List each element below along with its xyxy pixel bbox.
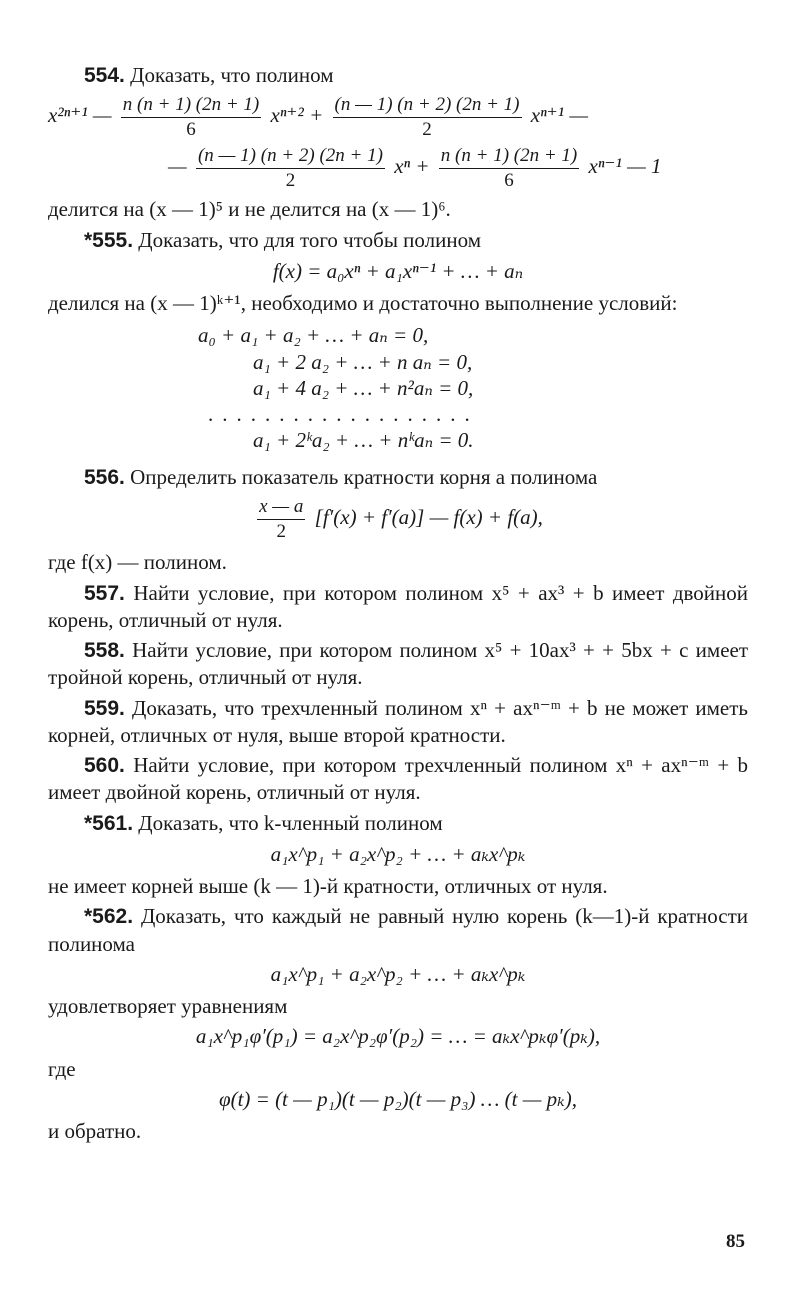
fraction-numerator: (n — 1) (n + 2) (2n + 1) xyxy=(196,144,385,169)
fraction-denominator: 2 xyxy=(276,520,286,542)
fraction xyxy=(121,93,261,142)
problem-556 xyxy=(48,464,748,491)
problem-number: 554. xyxy=(84,64,125,87)
formula-text: a₁x^p₁φ′(p₁) = a₂x^p₂φ′(p₂) = … = aₖx^pₖφ′(pₖ), xyxy=(195,1024,601,1049)
fraction xyxy=(196,144,385,193)
formula-text: a₁x^p₁ + a₂x^p₂ + … + aₖx^pₖ xyxy=(270,961,526,986)
fraction-denominator: 6 xyxy=(186,119,196,140)
problem-text: Найти условие, при котором полином x⁵ + 10ax³ + + 5bx + c имеет тройной корень, отличный от нуля. xyxy=(48,638,749,690)
formula-562 xyxy=(48,961,748,987)
problem-number: 559. xyxy=(84,696,125,720)
fraction-denominator: 6 xyxy=(504,169,514,191)
problem-558 xyxy=(48,637,748,691)
formula-text: f(x) = a₀xⁿ + a₁xⁿ⁻¹ + … + aₙ xyxy=(272,258,524,283)
formula-text: a₁x^p₁ + a₂x^p₂ + … + aₖx^pₖ xyxy=(270,841,526,866)
problem-text: Доказать, что каждый не равный нулю корень (k—1)-й кратности полинома xyxy=(48,904,749,956)
problem-text: Найти условие, при котором трехчленный полином xⁿ + axⁿ⁻ᵐ + b имеет двойной корень, отличный от нуля. xyxy=(48,753,748,805)
fraction xyxy=(257,495,305,544)
fraction-denominator: 2 xyxy=(285,169,296,191)
formula-554-line2 xyxy=(168,144,748,193)
problem-text: Доказать, что полином xyxy=(130,63,334,87)
problem-562-mid: удовлетворяет уравнениям xyxy=(48,994,288,1018)
problem-562-end: и обратно. xyxy=(48,1119,142,1143)
page-content xyxy=(48,62,748,1148)
problem-559 xyxy=(48,695,748,749)
problem-557 xyxy=(48,580,748,634)
condition-4: a₁ + 2ᵏa₂ + … + nᵏaₙ = 0. xyxy=(253,428,474,453)
fraction xyxy=(439,144,579,193)
problem-562-where: где xyxy=(48,1056,76,1081)
formula-term: xⁿ⁺¹ — xyxy=(530,103,588,128)
condition-3: a₁ + 4 a₂ + … + n²aₙ = 0, xyxy=(253,375,474,400)
formula-text: [f′(x) + f′(a)] — f(x) + f(a), xyxy=(314,504,543,529)
fraction-numerator: x — a xyxy=(257,495,305,520)
conditions-system xyxy=(198,322,748,453)
condition-1: a₀ + a₁ + a₂ + … + aₙ = 0, xyxy=(198,323,429,348)
formula-term: — xyxy=(168,153,187,178)
ellipsis-row: ................... xyxy=(208,402,479,426)
problem-number: 558. xyxy=(84,639,125,662)
problem-text: Доказать, что трехчленный полином xⁿ + axⁿ⁻ᵐ + b не может иметь корней, отличных от нуля, выше второй кратности. xyxy=(48,695,748,747)
problem-555 xyxy=(48,227,748,254)
formula-term: xⁿ⁺² + xyxy=(270,103,324,128)
formula-556 xyxy=(48,495,748,544)
formula-term: xⁿ⁻¹ — 1 xyxy=(588,153,662,178)
fraction xyxy=(333,93,522,142)
condition-2: a₁ + 2 a₂ + … + n aₙ = 0, xyxy=(253,349,473,374)
formula-554-line1 xyxy=(48,93,748,142)
formula-562-phi xyxy=(48,1086,748,1112)
problem-560 xyxy=(48,752,748,806)
problem-562 xyxy=(48,903,748,957)
problem-number: *555. xyxy=(84,228,134,252)
problem-555-conditions-intro: делился на (x — 1)ᵏ⁺¹, необходимо и достаточно выполнение условий: xyxy=(48,291,678,315)
formula-562-equations xyxy=(48,1023,748,1049)
problem-number: 557. xyxy=(84,581,125,605)
fraction-numerator: (n — 1) (n + 2) (2n + 1) xyxy=(333,93,522,118)
problem-text: Найти условие, при котором полином x⁵ + ax³ + b имеет двойной корень, отличный от нуля. xyxy=(48,580,748,632)
formula-term: x²ⁿ⁺¹ — xyxy=(48,103,112,128)
problem-number: *561. xyxy=(84,811,134,835)
problem-556-note: где f(x) — полином. xyxy=(48,550,227,575)
fraction-denominator: 2 xyxy=(422,119,432,140)
problem-561-conclusion: не имеет корней выше (k — 1)-й кратности, отличных от нуля. xyxy=(48,874,608,898)
page-number: 85 xyxy=(726,1231,745,1252)
problem-number: *562. xyxy=(84,905,134,929)
formula-text: φ(t) = (t — p₁)(t — p₂)(t — p₃) … (t — pₖ), xyxy=(218,1086,578,1111)
formula-term: xⁿ + xyxy=(394,153,430,178)
problem-number: 556. xyxy=(84,465,125,489)
fraction-numerator: n (n + 1) (2n + 1) xyxy=(439,144,579,169)
problem-554-conclusion: делится на (x — 1)⁵ и не делится на (x — 1)⁶. xyxy=(48,197,451,222)
problem-561 xyxy=(48,810,748,837)
problem-number: 560. xyxy=(84,754,125,777)
formula-561 xyxy=(48,841,748,867)
problem-text: Определить показатель кратности корня a полинома xyxy=(130,464,598,489)
formula-555 xyxy=(48,258,748,284)
problem-554 xyxy=(48,62,748,89)
problem-text: Доказать, что k-членный полином xyxy=(138,810,443,835)
problem-text: Доказать, что для того чтобы полином xyxy=(138,227,481,252)
fraction-numerator: n (n + 1) (2n + 1) xyxy=(121,93,261,118)
